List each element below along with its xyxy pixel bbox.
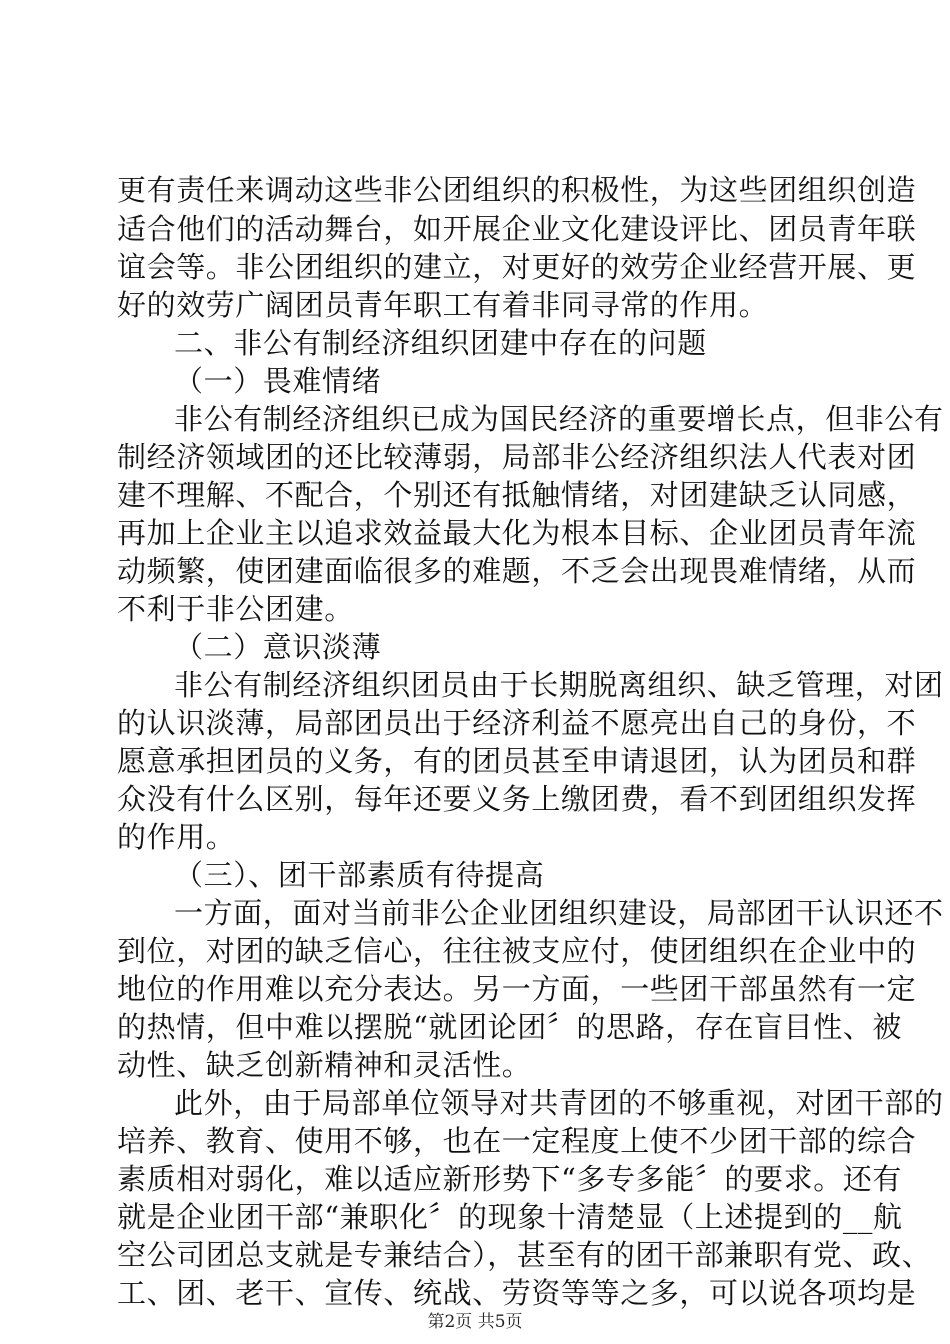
text-line: 不利于非公团建。 [117,592,354,626]
text-line: 非公有制经济组织已成为国民经济的重要增长点，但非公有 [174,402,944,436]
text-line: 好的效劳广阔团员青年职工有着非同寻常的作用。 [117,288,769,322]
text-line: 的认识淡薄，局部团员出于经济利益不愿亮出自己的身份，不 [117,706,917,740]
page-indicator: 第2页 共5页 [427,1312,523,1332]
text-line: 动频繁，使团建面临很多的难题，不乏会出现畏难情绪，从而 [117,554,917,588]
subsection-heading: （三）、团干部素质有待提高 [174,858,545,892]
text-line: 工、团、老干、宣传、统战、劳资等等之多，可以说各项均是 [117,1276,917,1310]
text-line: 此外，由于局部单位领导对共青团的不够重视，对团干部的 [174,1086,944,1120]
text-line: 一方面，面对当前非公企业团组织建设，局部团干认识还不 [174,896,944,930]
subsection-heading: （一）畏难情绪 [174,364,382,398]
text-line: 适合他们的活动舞台，如开展企业文化建设评比、团员青年联 [117,212,917,246]
text-line: 制经济领域团的还比较薄弱，局部非公经济组织法人代表对团 [117,440,917,474]
text-line: 众没有什么区别，每年还要义务上缴团费，看不到团组织发挥 [117,782,917,816]
text-line: 谊会等。非公团组织的建立，对更好的效劳企业经营开展、更 [117,250,917,284]
text-line: 再加上企业主以追求效益最大化为根本目标、企业团员青年流 [117,516,917,550]
text-line: 地位的作用难以充分表达。另一方面，一些团干部虽然有一定 [117,972,917,1006]
text-line: 的热情，但中难以摆脱“就团论团〞的思路，存在盲目性、被 [117,1010,903,1044]
section-heading: 二、非公有制经济组织团建中存在的问题 [174,326,707,360]
text-line: 建不理解、不配合，个别还有抵触情绪，对团建缺乏认同感， [117,478,917,512]
text-line: 就是企业团干部“兼职化〞的现象十清楚显（上述提到的__航 [117,1200,903,1234]
text-line: 更有责任来调动这些非公团组织的积极性，为这些团组织创造 [117,173,917,207]
text-line: 愿意承担团员的义务，有的团员甚至申请退团，认为团员和群 [117,744,917,778]
text-line: 素质相对弱化，难以适应新形势下“多专多能〞的要求。还有 [117,1162,903,1196]
text-line: 动性、缺乏创新精神和灵活性。 [117,1048,532,1082]
subsection-heading: （二）意识淡薄 [174,630,382,664]
text-line: 到位，对团的缺乏信心，往往被支应付，使团组织在企业中的 [117,934,917,968]
text-line: 非公有制经济组织团员由于长期脱离组织、缺乏管理，对团 [174,668,944,702]
text-line: 培养、教育、使用不够，也在一定程度上使不少团干部的综合 [117,1124,917,1158]
text-line: 的作用。 [117,820,236,854]
text-line: 空公司团总支就是专兼结合），甚至有的团干部兼职有党、政、 [117,1238,932,1272]
